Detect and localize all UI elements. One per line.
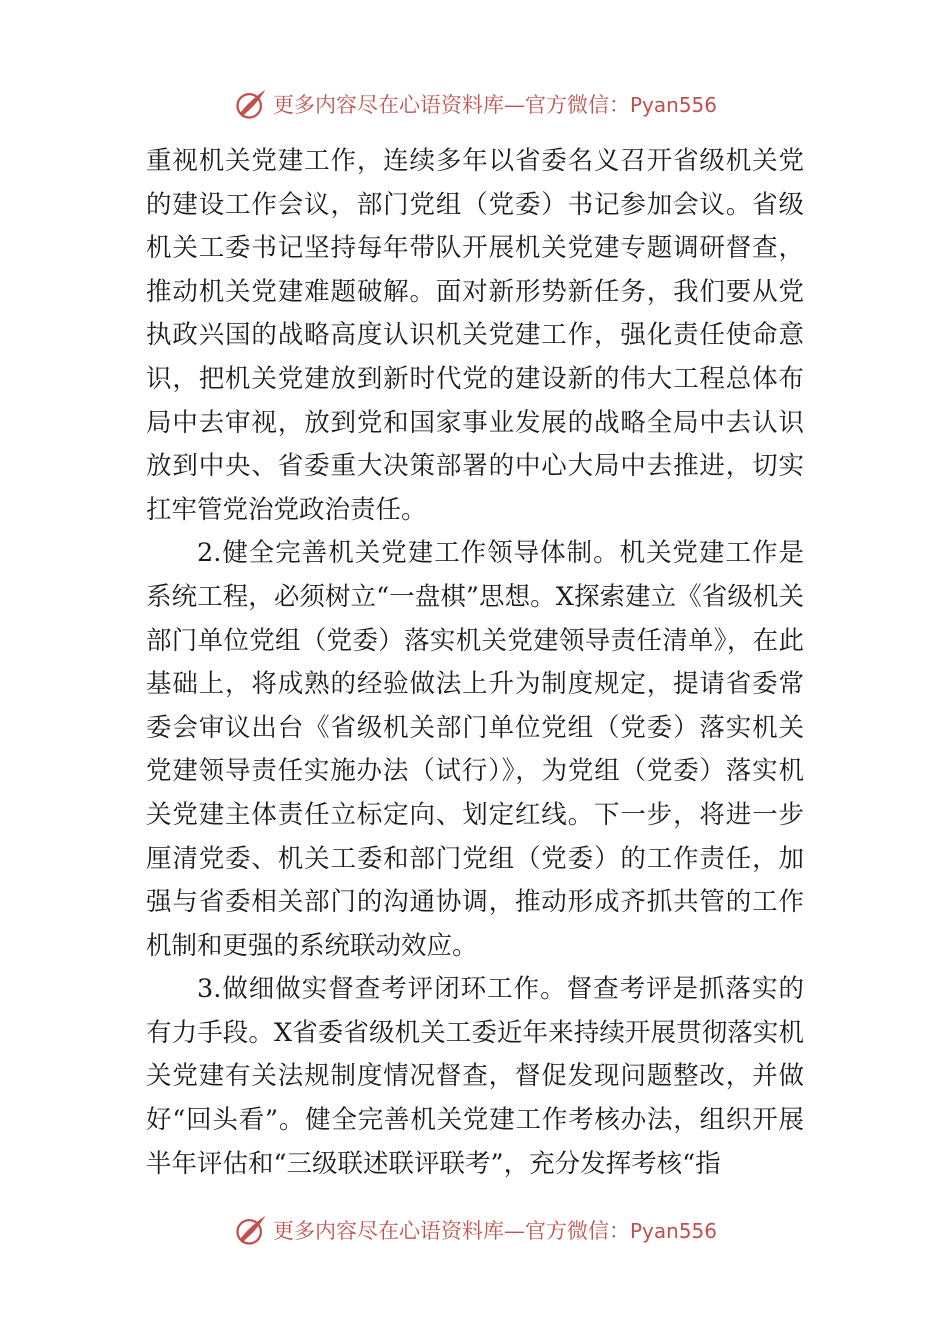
header-watermark bbox=[0, 84, 950, 124]
quill-seal-icon bbox=[233, 1212, 269, 1248]
paragraph-section-3: 3.做细做实督查考评闭环工作。督查考评是抓落实的有力手段。X省委省级机关工委近年来持续开展贯彻落实机关党建有关法规制度情况督查，督促发现问题整改，并做好“回头看”。健全完善机关党建工作考核办法，组织开展半年评估和“三级联述联评联考”，充分发挥考核“指 bbox=[146, 974, 804, 1179]
document-body bbox=[146, 140, 804, 1186]
footer-watermark bbox=[0, 1210, 950, 1250]
watermark-text: 更多内容尽在心语资料库—官方微信：Pyan556 bbox=[272, 93, 717, 117]
quill-seal-icon bbox=[233, 86, 269, 122]
watermark-text: 更多内容尽在心语资料库—官方微信：Pyan556 bbox=[272, 1219, 717, 1243]
paragraph-section-2: 2.健全完善机关党建工作领导体制。机关党建工作是系统工程，必须树立“一盘棋”思想。X探索建立《省级机关部门单位党组（党委）落实机关党建领导责任清单》，在此基础上，将成熟的经验做法上升为制度规定，提请省委常委会审议出台《省级机关部门单位党组（党委）落实机关党建领导责任实施办法（试行）》，为党组（党委）落实机关党建主体责任立标定向、划定红线。下一步，将进一步厘清党委、机关工委和部门党组（党委）的工作责任，加强与省委相关部门的沟通协调，推动形成齐抓共管的工作机制和更强的系统联动效应。 bbox=[146, 538, 804, 961]
paragraph-continued: 重视机关党建工作，连续多年以省委名义召开省级机关党的建设工作会议，部门党组（党委）书记参加会议。省级机关工委书记坚持每年带队开展机关党建专题调研督查，推动机关党建难题破解。面对新形势新任务，我们要从党执政兴国的战略高度认识机关党建工作，强化责任使命意识，把机关党建放到新时代党的建设新的伟大工程总体布局中去审视，放到党和国家事业发展的战略全局中去认识放到中央、省委重大决策部署的中心大局中去推进，切实扛牢管党治党政治责任。 bbox=[146, 146, 804, 525]
